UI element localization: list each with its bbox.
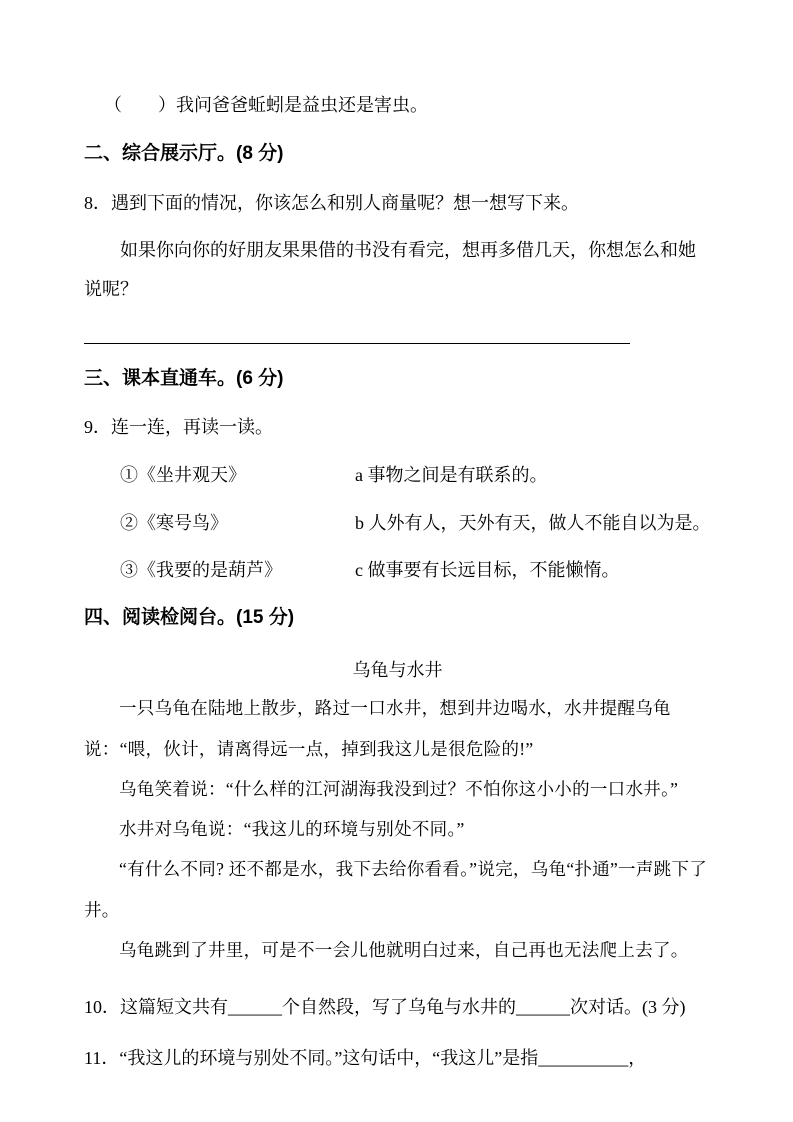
match-right-c: c 做事要有长远目标，不能懒惰。 bbox=[355, 559, 620, 580]
reading-paragraph: “有什么不同? 还不都是水，我下去给你看看。”说完，乌龟“扑通”一声跳下了井。 bbox=[84, 859, 708, 920]
reading-paragraph: 一只乌龟在陆地上散步，路过一口水井，想到井边喝水，水井提醒乌龟说：“喂，伙计，请离得远一点，掉到我这儿是很危险的!” bbox=[84, 698, 671, 759]
section-4-header: 四、阅读检阅台。(15 分) bbox=[84, 606, 295, 628]
match-right-a: a 事物之间是有联系的。 bbox=[355, 465, 548, 486]
match-row bbox=[84, 558, 711, 583]
question-10-stem: 10．这篇短文共有______个自然段，写了乌龟与水井的______次对话。(3 分) bbox=[84, 997, 686, 1018]
reading-paragraph: 水井对乌龟说：“我这儿的环境与别处不同。” bbox=[119, 819, 465, 840]
match-left-1: ①《坐井观天》 bbox=[120, 465, 246, 486]
question-8-stem: 8．遇到下面的情况，你该怎么和别人商量呢？想一想写下来。 bbox=[84, 192, 579, 213]
match-right-b: b 人外有人，天外有天，做人不能自以为是。 bbox=[355, 512, 711, 533]
match-left-3: ③《我要的是葫芦》 bbox=[120, 559, 282, 580]
answer-blank-line bbox=[84, 318, 630, 344]
question-8-prompt: 如果你向你的好朋友果果借的书没有看完，想再多借几天，你想怎么和她说呢？ bbox=[84, 239, 696, 300]
match-block bbox=[84, 463, 711, 583]
reading-passage bbox=[84, 688, 711, 970]
match-left-2: ②《寒号鸟》 bbox=[120, 512, 228, 533]
reading-title: 乌龟与水井 bbox=[352, 659, 443, 680]
question-9-stem: 9．连一连，再读一读。 bbox=[84, 417, 273, 438]
section-2-header: 二、综合展示厅。(8 分) bbox=[84, 143, 284, 164]
question-7-option: （ ）我问爸爸蚯蚓是益虫还是害虫。 bbox=[104, 95, 428, 115]
reading-paragraph: 乌龟笑着说：“什么样的江河湖海我没到过？不怕你这小小的一口水井。” bbox=[119, 778, 679, 799]
question-11-stem: 11．“我这儿的环境与别处不同。”这句话中，“我这儿”是指__________， bbox=[84, 1048, 647, 1069]
match-row bbox=[84, 463, 711, 488]
reading-paragraph: 乌龟跳到了井里，可是不一会儿他就明白过来，自己再也无法爬上去了。 bbox=[119, 939, 689, 960]
match-row bbox=[84, 511, 711, 536]
section-3-header: 三、课本直通车。(6 分) bbox=[84, 367, 284, 389]
